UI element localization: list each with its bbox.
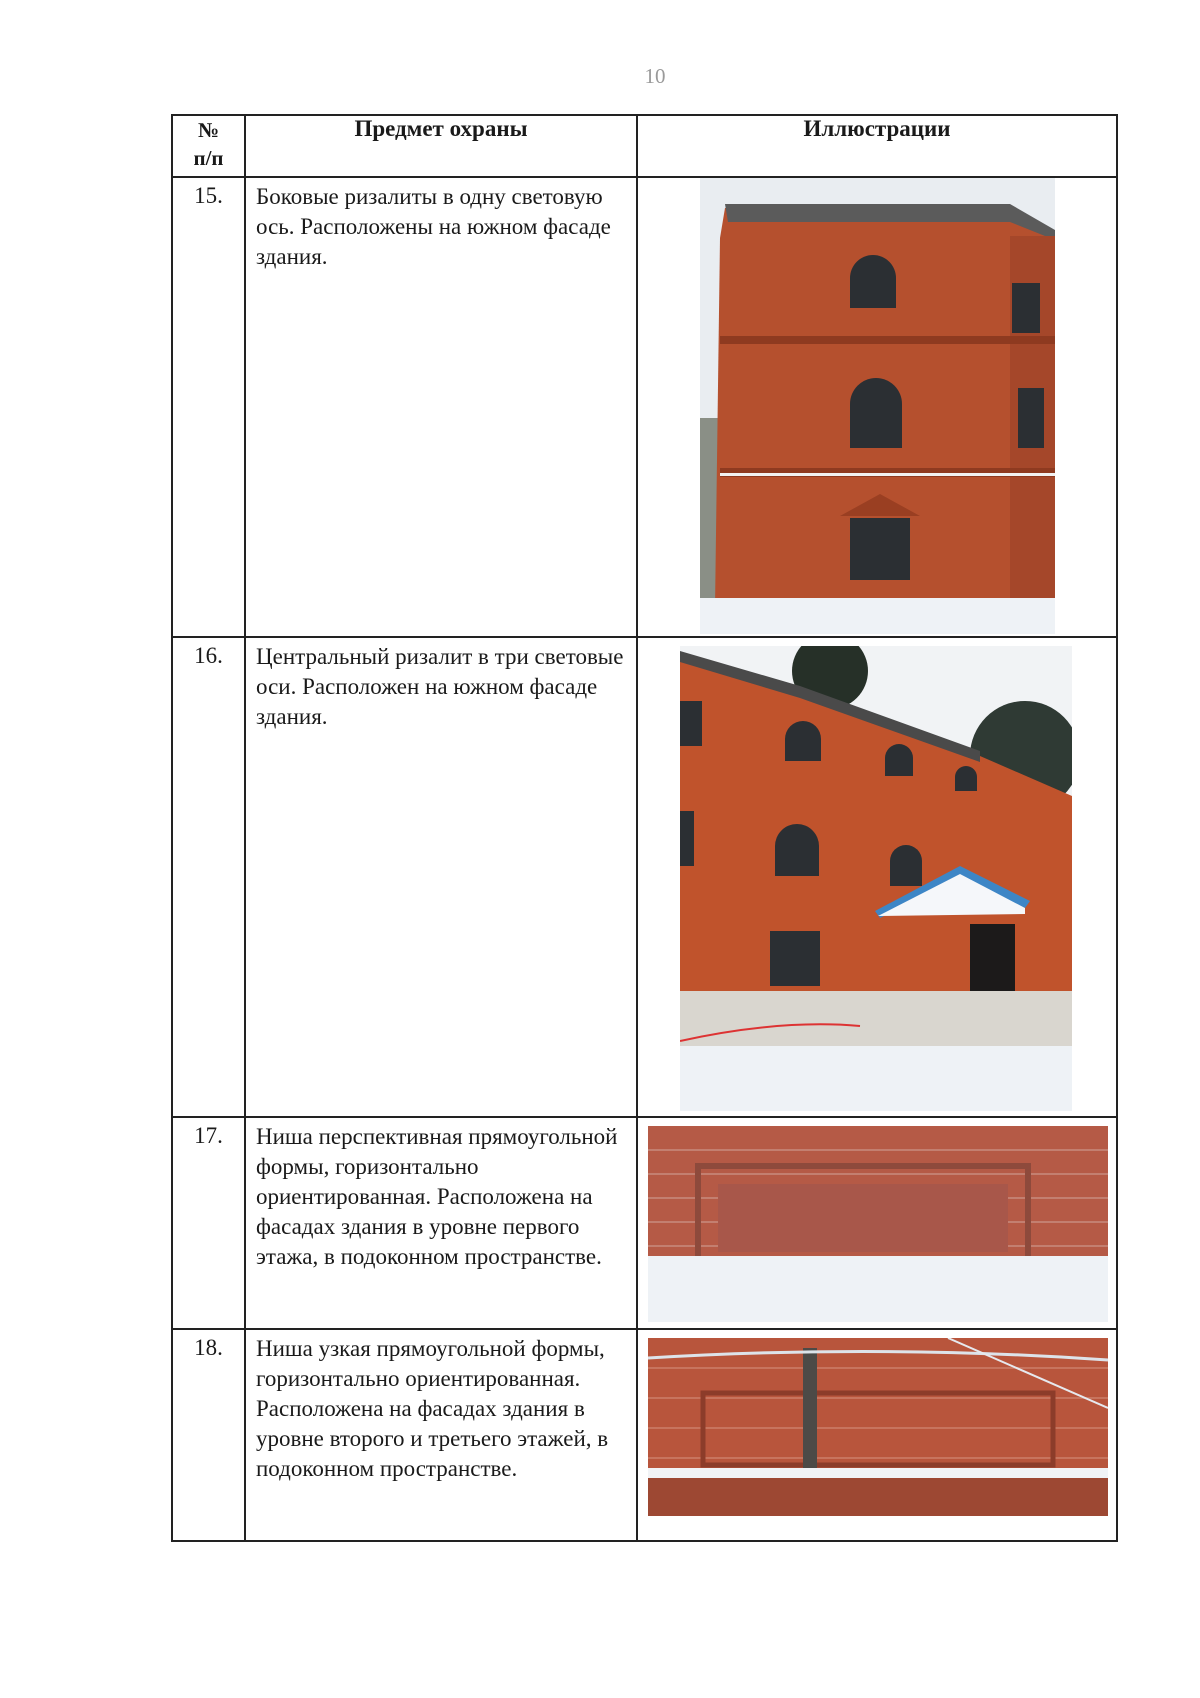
row-illustration-cell <box>637 1329 1117 1541</box>
header-number-line1: № <box>197 118 220 142</box>
header-number <box>172 115 245 177</box>
building-side-risalit-photo <box>700 178 1055 634</box>
protection-subjects-table <box>171 114 1118 1542</box>
row-subject-text: Ниша перспективная прямоугольной формы, горизонтально ориентированная. Расположена на фасадах здания в уровне первого этажа, в подоконном пространстве. <box>245 1117 637 1329</box>
page-number: 10 <box>644 64 666 88</box>
table-header-row <box>172 115 1117 177</box>
row-illustration-cell <box>637 637 1117 1117</box>
header-number-line2: п/п <box>193 146 224 170</box>
table-row <box>172 1117 1117 1329</box>
row-number: 16. <box>172 637 245 1117</box>
row-subject-text: Центральный ризалит в три световые оси. Расположен на южном фасаде здания. <box>245 637 637 1117</box>
table-row <box>172 637 1117 1117</box>
row-number: 17. <box>172 1117 245 1329</box>
header-illustrations: Иллюстрации <box>637 115 1117 177</box>
niche-first-floor-photo <box>648 1126 1108 1322</box>
table-row <box>172 177 1117 637</box>
row-number: 18. <box>172 1329 245 1541</box>
table-row <box>172 1329 1117 1541</box>
building-central-risalit-photo <box>680 646 1072 1111</box>
row-illustration-cell <box>637 1117 1117 1329</box>
row-subject-text: Ниша узкая прямоугольной формы, горизонтально ориентированная. Расположена на фасадах здания в уровне второго и третьего этажей, в подоконном пространстве. <box>245 1329 637 1541</box>
row-illustration-cell <box>637 177 1117 637</box>
header-subject: Предмет охраны <box>245 115 637 177</box>
row-subject-text: Боковые ризалиты в одну световую ось. Расположены на южном фасаде здания. <box>245 177 637 637</box>
row-number: 15. <box>172 177 245 637</box>
niche-upper-floors-photo <box>648 1338 1108 1516</box>
